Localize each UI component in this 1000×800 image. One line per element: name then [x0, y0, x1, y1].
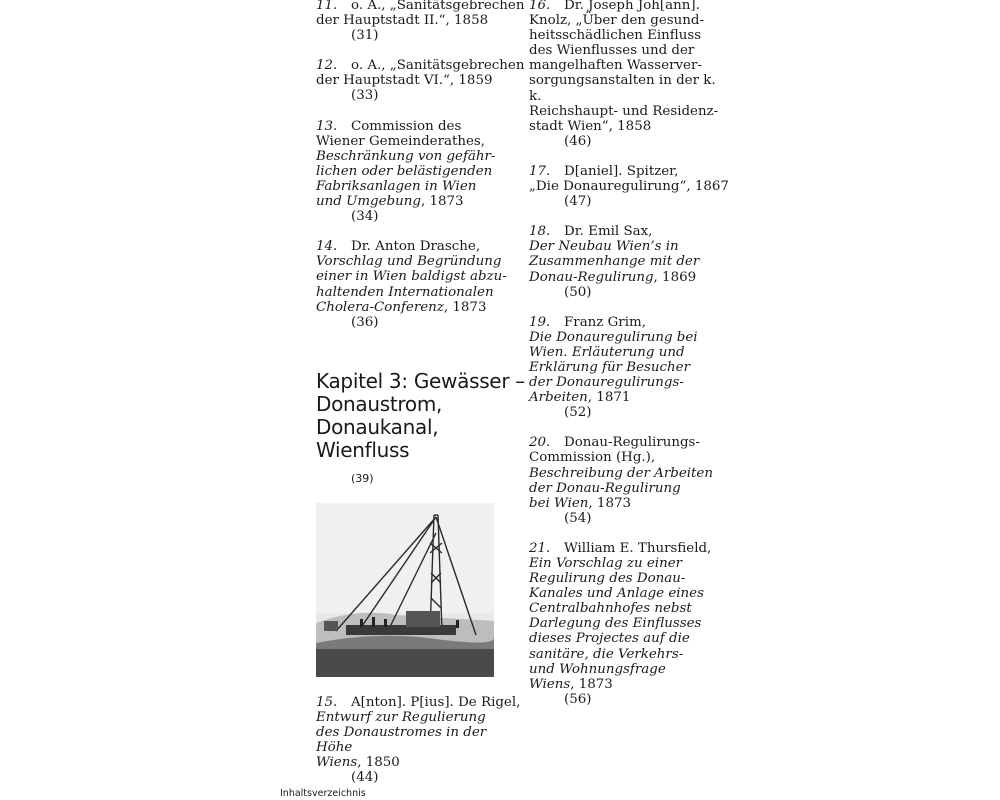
entry-text: Donau-Regulirung	[529, 269, 654, 285]
entry-number: 12.	[316, 58, 338, 74]
entry-text: „Die Donauregulirung“, 1867	[529, 179, 729, 195]
entry-year: , 1873	[588, 495, 631, 511]
entry-text: mangelhaften Wasserver-	[529, 58, 702, 74]
entry-number: 15.	[316, 694, 338, 710]
entry-line	[529, 360, 729, 375]
entry-text: Wiens	[529, 676, 571, 692]
entry-page-number: (47)	[564, 194, 592, 210]
entry-list-top	[316, 0, 526, 330]
entry-line	[529, 662, 729, 677]
entry-line	[529, 164, 729, 179]
entry-text: des Donaustromes in der Höhe	[316, 724, 487, 756]
entry-text: heitsschädlichen Einfluss	[529, 28, 702, 44]
entry-line	[316, 58, 526, 73]
entry-line	[316, 285, 526, 300]
entry-text: und Umgebung	[316, 194, 421, 210]
entry-line	[529, 631, 729, 646]
chapter-heading: Kapitel 3: Gewässer – Donaustrom, Donaukanal, Wienfluss	[316, 368, 525, 462]
entry-text: Darlegung des Einflusses	[529, 616, 702, 632]
entry-text: und Wohnungsfrage	[529, 661, 666, 677]
entry-line	[316, 0, 526, 13]
entry-page-number: (34)	[351, 209, 379, 225]
entry-text: Vorschlag und Begründung	[316, 254, 502, 270]
toc-entry	[316, 58, 526, 103]
entry-text: Fabriksanlagen in Wien	[316, 178, 477, 194]
entry-year: , 1873	[420, 194, 464, 210]
entry-line	[529, 13, 729, 28]
entry-text: William E. Thursfield,	[564, 540, 712, 556]
entry-year: , 1869	[653, 269, 697, 285]
entry-line	[316, 134, 526, 149]
entry-text: Dr. Emil Sax,	[564, 224, 653, 240]
toc-entry	[316, 239, 526, 330]
entry-text: Beschränkung von gefähr-	[316, 148, 496, 164]
entry-line	[316, 149, 526, 164]
toc-entry	[529, 541, 729, 707]
entry-line	[529, 0, 729, 13]
entry-line	[316, 73, 526, 88]
entry-text: Dr. Joseph Joh[ann].	[564, 0, 700, 13]
toc-entry	[316, 119, 526, 225]
entry-line	[529, 435, 729, 450]
entry-line	[529, 315, 729, 330]
entry-page-number: (46)	[564, 133, 592, 149]
entry-text: Commission (Hg.),	[529, 450, 656, 466]
entry-year: , 1873	[443, 299, 487, 315]
entry-line	[316, 695, 526, 710]
entry-line	[316, 194, 526, 209]
entry-line	[316, 254, 526, 269]
entry-page-number: (36)	[351, 314, 379, 330]
entry-text: stadt Wien“, 1858	[529, 118, 652, 134]
entry-line	[529, 541, 729, 556]
entry-line	[529, 390, 729, 405]
entry-text: Regulirung des Donau-	[529, 571, 686, 587]
entry-text: o. A., „Sanitätsgebrechen	[351, 58, 525, 74]
entry-line	[529, 677, 729, 692]
entry-text: Wiener Gemeinderathes,	[316, 133, 486, 149]
entry-text: Commission des	[351, 118, 462, 134]
entry-line	[529, 586, 729, 601]
entry-text: Die Donauregulirung bei	[529, 329, 698, 345]
entry-line	[529, 43, 729, 58]
entry-text: lichen oder belästigenden	[316, 163, 493, 179]
entry-line	[316, 725, 526, 755]
entry-text: einer in Wien baldigst abzu-	[316, 269, 507, 285]
dredging-crane-photo	[316, 503, 494, 677]
entry-line	[529, 119, 729, 134]
entry-number: 14.	[316, 239, 338, 255]
entry-line	[529, 345, 729, 360]
toc-entry	[529, 224, 729, 299]
entry-text: D[aniel]. Spitzer,	[564, 163, 679, 179]
entry-line	[529, 270, 729, 285]
entry-page-number: (52)	[564, 405, 592, 421]
entry-line	[529, 496, 729, 511]
entry-text: der Donauregulirungs-	[529, 375, 684, 391]
entry-year: , 1850	[357, 755, 400, 771]
entry-text: Der Neubau Wien’s in	[529, 239, 679, 255]
entry-text: Erklärung für Besucher	[529, 359, 690, 375]
entry-text: Centralbahnhofes nebst	[529, 601, 692, 617]
entry-line	[529, 254, 729, 269]
entry-line	[529, 224, 729, 239]
entry-text: Dr. Anton Drasche,	[351, 239, 481, 255]
entry-number: 20.	[529, 435, 551, 451]
entry-number: 13.	[316, 118, 338, 134]
entry-line	[529, 28, 729, 43]
entry-text: Beschreibung der Arbeiten	[529, 465, 713, 481]
entry-text: des Wienflusses und der	[529, 43, 695, 59]
entry-page-number: (54)	[564, 510, 592, 526]
entry-text: bei Wien	[529, 495, 589, 511]
left-column	[316, 0, 526, 800]
entry-line	[316, 755, 526, 770]
entry-line	[529, 104, 729, 119]
entry-list-bottom	[316, 695, 526, 786]
entry-text: der Hauptstadt VI.“, 1859	[316, 73, 493, 89]
entry-line	[529, 481, 729, 496]
entry-line	[529, 58, 729, 73]
entry-line	[316, 179, 526, 194]
entry-text: der Hauptstadt II.“, 1858	[316, 13, 489, 29]
entry-text: Wiens	[316, 755, 358, 771]
entry-text: Ein Vorschlag zu einer	[529, 556, 683, 571]
entry-text: Reichshaupt- und Residenz-	[529, 103, 719, 119]
entry-line	[529, 73, 729, 103]
entry-text: Donau-Regulirungs-	[564, 435, 700, 451]
entry-text: A[nton]. P[ius]. De Rigel,	[351, 694, 521, 710]
entry-page-number: (44)	[351, 770, 379, 786]
toc-entry	[529, 164, 729, 209]
entry-text: der Donau-Regulirung	[529, 480, 681, 496]
toc-entry	[529, 315, 729, 421]
entry-text: o. A., „Sanitätsgebrechen	[351, 0, 525, 13]
entry-line	[316, 239, 526, 254]
entry-number: 17.	[529, 163, 551, 179]
entry-line	[316, 300, 526, 315]
entry-number: 19.	[529, 314, 551, 330]
entry-list-right	[529, 0, 729, 707]
entry-line	[316, 119, 526, 134]
entry-text: dieses Projectes auf die	[529, 631, 690, 647]
chapter-page-number: (39)	[351, 471, 374, 485]
entry-line	[529, 601, 729, 616]
entry-year: , 1873	[570, 676, 613, 692]
entry-page-number: (50)	[564, 284, 592, 300]
entry-line	[529, 239, 729, 254]
entry-line	[529, 179, 729, 194]
entry-page-number: (56)	[564, 691, 592, 707]
right-column	[529, 0, 729, 722]
toc-entry	[529, 0, 729, 149]
entry-text: Franz Grim,	[564, 314, 646, 330]
footer-section-title: Inhaltsverzeichnis	[280, 788, 366, 799]
entry-line	[316, 710, 526, 725]
toc-entry	[316, 0, 526, 43]
entry-line	[529, 616, 729, 631]
entry-line	[529, 466, 729, 481]
entry-line	[316, 269, 526, 284]
entry-line	[529, 450, 729, 465]
entry-text: Kanales und Anlage eines	[529, 586, 704, 602]
entry-line	[316, 164, 526, 179]
entry-text: Cholera-Conferenz	[316, 299, 444, 315]
toc-entry	[316, 695, 526, 786]
entry-text: sanitäre, die Verkehrs-	[529, 646, 684, 662]
entry-text: sorgungsanstalten in der k. k.	[529, 73, 716, 104]
entry-line	[529, 375, 729, 390]
entry-text: haltenden Internationalen	[316, 284, 494, 300]
entry-page-number: (33)	[351, 88, 379, 104]
entry-text: Zusammenhange mit der	[529, 254, 700, 270]
entry-number: 21.	[529, 540, 551, 556]
entry-text: Arbeiten	[529, 390, 588, 406]
toc-entry	[529, 435, 729, 526]
entry-number: 16.	[529, 0, 551, 13]
entry-page-number: (31)	[351, 28, 379, 44]
entry-number: 11.	[316, 0, 338, 13]
entry-line	[529, 571, 729, 586]
entry-number: 18.	[529, 224, 551, 240]
entry-year: , 1871	[587, 390, 631, 406]
entry-text: Knolz, „Über den gesund-	[529, 13, 705, 29]
entry-line	[529, 330, 729, 345]
entry-text: Wien. Erläuterung und	[529, 344, 685, 360]
entry-line	[316, 13, 526, 28]
entry-text: Entwurf zur Regulierung	[316, 709, 486, 725]
entry-line	[529, 556, 729, 571]
entry-line	[529, 647, 729, 662]
